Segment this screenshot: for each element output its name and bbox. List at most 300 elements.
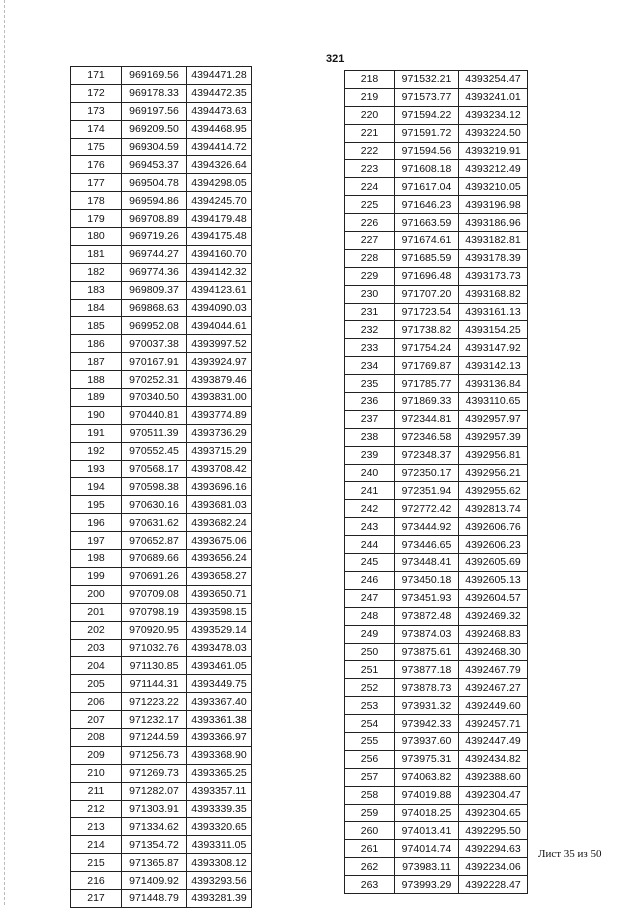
coordinates-table-right-body [345,71,528,894]
table-row [71,621,252,639]
table-row [345,232,528,250]
y-coordinate-cell: 4392468.30 [459,643,528,661]
point-number-cell: 203 [71,639,122,657]
table-row [71,836,252,854]
table-row [71,84,252,102]
y-coordinate-cell: 4393736.29 [187,424,252,442]
table-row [71,854,252,872]
y-coordinate-cell: 4393212.49 [459,160,528,178]
y-coordinate-cell: 4394123.61 [187,281,252,299]
point-number-cell: 209 [71,746,122,764]
table-row [71,371,252,389]
table-row [71,728,252,746]
point-number-cell: 210 [71,764,122,782]
y-coordinate-cell: 4394160.70 [187,245,252,263]
y-coordinate-cell: 4393293.56 [187,872,252,890]
x-coordinate-cell: 974063.82 [395,768,459,786]
y-coordinate-cell: 4392304.65 [459,804,528,822]
point-number-cell: 212 [71,800,122,818]
x-coordinate-cell: 974019.88 [395,786,459,804]
point-number-cell: 218 [345,71,395,89]
y-coordinate-cell: 4394090.03 [187,299,252,317]
x-coordinate-cell: 971674.61 [395,232,459,250]
point-number-cell: 205 [71,675,122,693]
point-number-cell: 207 [71,711,122,729]
y-coordinate-cell: 4393366.97 [187,728,252,746]
table-row [71,281,252,299]
point-number-cell: 224 [345,178,395,196]
x-coordinate-cell: 972772.42 [395,500,459,518]
table-row [345,858,528,876]
table-row [345,750,528,768]
y-coordinate-cell: 4393368.90 [187,746,252,764]
y-coordinate-cell: 4394473.63 [187,102,252,120]
point-number-cell: 248 [345,607,395,625]
y-coordinate-cell: 4393708.42 [187,460,252,478]
point-number-cell: 238 [345,428,395,446]
x-coordinate-cell: 971223.22 [122,693,187,711]
x-coordinate-cell: 971144.31 [122,675,187,693]
table-row [71,496,252,514]
y-coordinate-cell: 4394472.35 [187,84,252,102]
point-number-cell: 254 [345,715,395,733]
y-coordinate-cell: 4392447.49 [459,732,528,750]
x-coordinate-cell: 971448.79 [122,889,187,907]
point-number-cell: 190 [71,406,122,424]
x-coordinate-cell: 971738.82 [395,321,459,339]
table-row [71,174,252,192]
point-number-cell: 202 [71,621,122,639]
table-row [71,120,252,138]
x-coordinate-cell: 974018.25 [395,804,459,822]
x-coordinate-cell: 969744.27 [122,245,187,263]
table-row [345,339,528,357]
point-number-cell: 178 [71,192,122,210]
y-coordinate-cell: 4392957.39 [459,428,528,446]
y-coordinate-cell: 4393234.12 [459,106,528,124]
point-number-cell: 200 [71,585,122,603]
y-coordinate-cell: 4393650.71 [187,585,252,603]
table-row [345,482,528,500]
y-coordinate-cell: 4393461.05 [187,657,252,675]
x-coordinate-cell: 971232.17 [122,711,187,729]
point-number-cell: 172 [71,84,122,102]
table-row [71,478,252,496]
x-coordinate-cell: 969952.08 [122,317,187,335]
table-row [71,800,252,818]
x-coordinate-cell: 973450.18 [395,571,459,589]
scan-edge [4,0,6,905]
point-number-cell: 216 [71,872,122,890]
x-coordinate-cell: 970037.38 [122,335,187,353]
table-row [71,442,252,460]
table-row [71,299,252,317]
table-row [71,764,252,782]
table-row [71,317,252,335]
x-coordinate-cell: 973975.31 [395,750,459,768]
point-number-cell: 239 [345,446,395,464]
table-row [71,567,252,585]
point-number-cell: 215 [71,854,122,872]
y-coordinate-cell: 4393154.25 [459,321,528,339]
table-row [71,192,252,210]
table-row [71,532,252,550]
y-coordinate-cell: 4392468.83 [459,625,528,643]
x-coordinate-cell: 971256.73 [122,746,187,764]
point-number-cell: 171 [71,67,122,85]
y-coordinate-cell: 4394142.32 [187,263,252,281]
table-row [345,607,528,625]
x-coordinate-cell: 973444.92 [395,518,459,536]
x-coordinate-cell: 970598.38 [122,478,187,496]
x-coordinate-cell: 974013.41 [395,822,459,840]
x-coordinate-cell: 970568.17 [122,460,187,478]
table-row [345,768,528,786]
table-row [345,589,528,607]
point-number-cell: 177 [71,174,122,192]
table-row [345,840,528,858]
y-coordinate-cell: 4393681.03 [187,496,252,514]
x-coordinate-cell: 974014.74 [395,840,459,858]
x-coordinate-cell: 973983.11 [395,858,459,876]
x-coordinate-cell: 970552.45 [122,442,187,460]
x-coordinate-cell: 970630.16 [122,496,187,514]
table-row [345,178,528,196]
y-coordinate-cell: 4393696.16 [187,478,252,496]
x-coordinate-cell: 971269.73 [122,764,187,782]
y-coordinate-cell: 4392228.47 [459,876,528,894]
point-number-cell: 217 [71,889,122,907]
point-number-cell: 179 [71,210,122,228]
y-coordinate-cell: 4393142.13 [459,357,528,375]
table-row [345,822,528,840]
point-number-cell: 201 [71,603,122,621]
point-number-cell: 194 [71,478,122,496]
x-coordinate-cell: 971769.87 [395,357,459,375]
table-row [345,303,528,321]
table-row [345,876,528,894]
y-coordinate-cell: 4392467.79 [459,661,528,679]
table-row [71,138,252,156]
y-coordinate-cell: 4392955.62 [459,482,528,500]
y-coordinate-cell: 4393110.65 [459,393,528,411]
x-coordinate-cell: 969774.36 [122,263,187,281]
y-coordinate-cell: 4392604.57 [459,589,528,607]
y-coordinate-cell: 4394298.05 [187,174,252,192]
table-row [345,446,528,464]
x-coordinate-cell: 969453.37 [122,156,187,174]
point-number-cell: 226 [345,214,395,232]
table-row [71,228,252,246]
x-coordinate-cell: 971685.59 [395,249,459,267]
point-number-cell: 191 [71,424,122,442]
x-coordinate-cell: 970440.81 [122,406,187,424]
table-row [345,393,528,411]
table-row [345,697,528,715]
x-coordinate-cell: 970511.39 [122,424,187,442]
y-coordinate-cell: 4392457.71 [459,715,528,733]
x-coordinate-cell: 973446.65 [395,536,459,554]
point-number-cell: 246 [345,571,395,589]
point-number-cell: 195 [71,496,122,514]
y-coordinate-cell: 4394414.72 [187,138,252,156]
x-coordinate-cell: 970340.50 [122,389,187,407]
x-coordinate-cell: 973993.29 [395,876,459,894]
point-number-cell: 199 [71,567,122,585]
y-coordinate-cell: 4393224.50 [459,124,528,142]
y-coordinate-cell: 4392605.69 [459,554,528,572]
y-coordinate-cell: 4393182.81 [459,232,528,250]
y-coordinate-cell: 4394471.28 [187,67,252,85]
y-coordinate-cell: 4393339.35 [187,800,252,818]
point-number-cell: 252 [345,679,395,697]
y-coordinate-cell: 4393924.97 [187,353,252,371]
table-row [71,657,252,675]
point-number-cell: 261 [345,840,395,858]
y-coordinate-cell: 4393241.01 [459,88,528,106]
x-coordinate-cell: 970691.26 [122,567,187,585]
y-coordinate-cell: 4393831.00 [187,389,252,407]
y-coordinate-cell: 4393478.03 [187,639,252,657]
x-coordinate-cell: 971354.72 [122,836,187,854]
table-row [345,357,528,375]
x-coordinate-cell: 970798.19 [122,603,187,621]
x-coordinate-cell: 973451.93 [395,589,459,607]
table-row [71,424,252,442]
table-row [345,410,528,428]
table-row [71,406,252,424]
table-row [345,625,528,643]
x-coordinate-cell: 973937.60 [395,732,459,750]
y-coordinate-cell: 4393168.82 [459,285,528,303]
table-row [345,518,528,536]
table-row [345,428,528,446]
point-number-cell: 255 [345,732,395,750]
x-coordinate-cell: 973875.61 [395,643,459,661]
y-coordinate-cell: 4392957.97 [459,410,528,428]
table-row [71,156,252,174]
table-row [71,603,252,621]
x-coordinate-cell: 970252.31 [122,371,187,389]
table-row [345,500,528,518]
y-coordinate-cell: 4393178.39 [459,249,528,267]
point-number-cell: 233 [345,339,395,357]
y-coordinate-cell: 4392956.21 [459,464,528,482]
point-number-cell: 249 [345,625,395,643]
table-row [71,389,252,407]
point-number-cell: 173 [71,102,122,120]
x-coordinate-cell: 971696.48 [395,267,459,285]
x-coordinate-cell: 971591.72 [395,124,459,142]
point-number-cell: 213 [71,818,122,836]
y-coordinate-cell: 4393281.39 [187,889,252,907]
x-coordinate-cell: 971723.54 [395,303,459,321]
y-coordinate-cell: 4393365.25 [187,764,252,782]
y-coordinate-cell: 4393715.29 [187,442,252,460]
x-coordinate-cell: 971617.04 [395,178,459,196]
x-coordinate-cell: 971594.22 [395,106,459,124]
x-coordinate-cell: 969304.59 [122,138,187,156]
x-coordinate-cell: 973874.03 [395,625,459,643]
table-row [71,102,252,120]
table-row [71,353,252,371]
y-coordinate-cell: 4392605.13 [459,571,528,589]
y-coordinate-cell: 4393357.11 [187,782,252,800]
point-number-cell: 193 [71,460,122,478]
y-coordinate-cell: 4392294.63 [459,840,528,858]
table-row [345,375,528,393]
x-coordinate-cell: 973878.73 [395,679,459,697]
point-number-cell: 244 [345,536,395,554]
x-coordinate-cell: 973931.32 [395,697,459,715]
table-row [345,732,528,750]
y-coordinate-cell: 4393320.65 [187,818,252,836]
x-coordinate-cell: 970689.66 [122,550,187,568]
table-row [345,88,528,106]
point-number-cell: 225 [345,196,395,214]
point-number-cell: 240 [345,464,395,482]
x-coordinate-cell: 973872.48 [395,607,459,625]
x-coordinate-cell: 969868.63 [122,299,187,317]
point-number-cell: 175 [71,138,122,156]
x-coordinate-cell: 971130.85 [122,657,187,675]
y-coordinate-cell: 4393658.27 [187,567,252,585]
y-coordinate-cell: 4393774.89 [187,406,252,424]
x-coordinate-cell: 971032.76 [122,639,187,657]
x-coordinate-cell: 971303.91 [122,800,187,818]
y-coordinate-cell: 4392388.60 [459,768,528,786]
y-coordinate-cell: 4393147.92 [459,339,528,357]
point-number-cell: 174 [71,120,122,138]
x-coordinate-cell: 973448.41 [395,554,459,572]
table-row [345,321,528,339]
y-coordinate-cell: 4393308.12 [187,854,252,872]
x-coordinate-cell: 971785.77 [395,375,459,393]
x-coordinate-cell: 971754.24 [395,339,459,357]
table-row [345,786,528,804]
table-row [71,675,252,693]
table-row [345,106,528,124]
y-coordinate-cell: 4393367.40 [187,693,252,711]
point-number-cell: 234 [345,357,395,375]
point-number-cell: 242 [345,500,395,518]
point-number-cell: 198 [71,550,122,568]
y-coordinate-cell: 4393361.38 [187,711,252,729]
x-coordinate-cell: 970920.95 [122,621,187,639]
table-row [71,693,252,711]
point-number-cell: 229 [345,267,395,285]
y-coordinate-cell: 4394468.95 [187,120,252,138]
x-coordinate-cell: 972348.37 [395,446,459,464]
y-coordinate-cell: 4393449.75 [187,675,252,693]
point-number-cell: 187 [71,353,122,371]
x-coordinate-cell: 969197.56 [122,102,187,120]
table-row [345,214,528,232]
table-row [71,460,252,478]
x-coordinate-cell: 971707.20 [395,285,459,303]
x-coordinate-cell: 969209.50 [122,120,187,138]
y-coordinate-cell: 4393173.73 [459,267,528,285]
x-coordinate-cell: 971409.92 [122,872,187,890]
y-coordinate-cell: 4393311.05 [187,836,252,854]
point-number-cell: 231 [345,303,395,321]
point-number-cell: 253 [345,697,395,715]
point-number-cell: 228 [345,249,395,267]
x-coordinate-cell: 971608.18 [395,160,459,178]
x-coordinate-cell: 969708.89 [122,210,187,228]
table-row [345,267,528,285]
table-row [71,335,252,353]
x-coordinate-cell: 969809.37 [122,281,187,299]
point-number-cell: 185 [71,317,122,335]
y-coordinate-cell: 4394179.48 [187,210,252,228]
y-coordinate-cell: 4392606.23 [459,536,528,554]
x-coordinate-cell: 971594.56 [395,142,459,160]
sheet-footer: Лист 35 из 50 [538,848,602,860]
point-number-cell: 219 [345,88,395,106]
table-row [71,711,252,729]
table-row [345,554,528,572]
y-coordinate-cell: 4392304.47 [459,786,528,804]
x-coordinate-cell: 969719.26 [122,228,187,246]
point-number-cell: 251 [345,661,395,679]
y-coordinate-cell: 4392956.81 [459,446,528,464]
y-coordinate-cell: 4393675.06 [187,532,252,550]
point-number-cell: 232 [345,321,395,339]
y-coordinate-cell: 4393254.47 [459,71,528,89]
y-coordinate-cell: 4392234.06 [459,858,528,876]
y-coordinate-cell: 4393598.15 [187,603,252,621]
y-coordinate-cell: 4393682.24 [187,514,252,532]
table-row [345,285,528,303]
table-row [345,571,528,589]
x-coordinate-cell: 969178.33 [122,84,187,102]
x-coordinate-cell: 972346.58 [395,428,459,446]
table-row [345,464,528,482]
point-number-cell: 186 [71,335,122,353]
point-number-cell: 256 [345,750,395,768]
y-coordinate-cell: 4394175.48 [187,228,252,246]
y-coordinate-cell: 4394044.61 [187,317,252,335]
point-number-cell: 221 [345,124,395,142]
y-coordinate-cell: 4393136.84 [459,375,528,393]
point-number-cell: 236 [345,393,395,411]
table-row [345,679,528,697]
y-coordinate-cell: 4392434.82 [459,750,528,768]
coordinates-table-right [344,70,528,894]
x-coordinate-cell: 969504.78 [122,174,187,192]
point-number-cell: 237 [345,410,395,428]
x-coordinate-cell: 971646.23 [395,196,459,214]
table-row [345,142,528,160]
y-coordinate-cell: 4393210.05 [459,178,528,196]
table-row [71,263,252,281]
y-coordinate-cell: 4393529.14 [187,621,252,639]
point-number-cell: 227 [345,232,395,250]
table-row [345,715,528,733]
point-number-cell: 235 [345,375,395,393]
x-coordinate-cell: 972351.94 [395,482,459,500]
point-number-cell: 220 [345,106,395,124]
point-number-cell: 223 [345,160,395,178]
y-coordinate-cell: 4394326.64 [187,156,252,174]
x-coordinate-cell: 971334.62 [122,818,187,836]
y-coordinate-cell: 4392813.74 [459,500,528,518]
x-coordinate-cell: 969594.86 [122,192,187,210]
y-coordinate-cell: 4393997.52 [187,335,252,353]
table-row [345,536,528,554]
y-coordinate-cell: 4392467.27 [459,679,528,697]
